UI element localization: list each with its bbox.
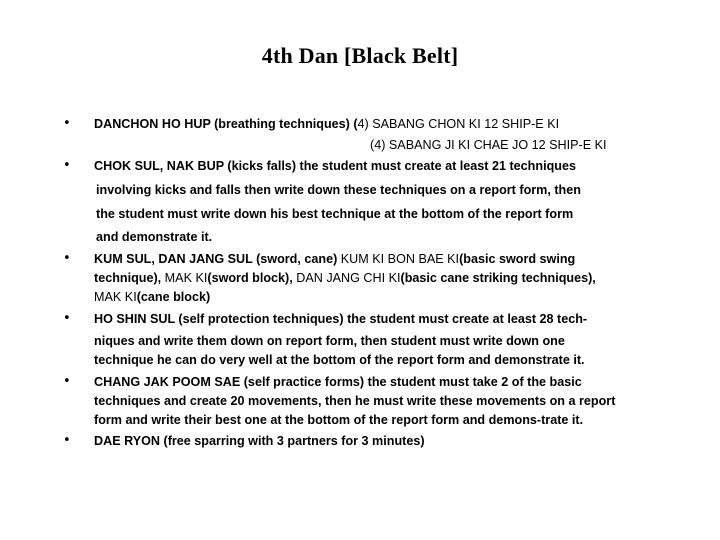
text-segment: CHANG JAK POOM SAE (self practice forms) the student must take 2 of the basic xyxy=(94,375,582,389)
text-segment: (basic cane striking techniques), xyxy=(400,271,596,285)
text-segment: DAE RYON (free sparring with 3 partners for 3 minutes) xyxy=(94,434,425,448)
bullet-line xyxy=(94,433,425,449)
bullet-line xyxy=(96,182,581,198)
text-segment: niques and write them down on report form, then student must write down one xyxy=(94,334,565,348)
text-segment: MAK KI xyxy=(164,271,208,285)
text-segment: KUM SUL, DAN JANG SUL (sword, cane) xyxy=(94,252,341,266)
bullet-line xyxy=(94,352,585,368)
text-segment: (cane block) xyxy=(136,290,211,304)
bullet-line xyxy=(94,251,575,267)
text-segment: MAK KI xyxy=(94,290,137,304)
text-segment: technique), xyxy=(94,271,165,285)
bullet-line xyxy=(96,229,212,245)
bullet-line xyxy=(94,393,615,409)
text-segment: CHOK SUL, NAK BUP (kicks falls) the student must create at least 21 techniques xyxy=(94,159,576,173)
bullet-marker: • xyxy=(63,251,71,266)
text-segment: HO SHIN SUL (self protection techniques) the student must create at least 28 tech- xyxy=(94,312,588,326)
bullet-line xyxy=(94,289,210,305)
bullet-line xyxy=(94,412,583,428)
text-segment: (sword block), xyxy=(207,271,297,285)
bullet-marker: • xyxy=(63,116,71,131)
text-segment: the student must write down his best technique at the bottom of the report form xyxy=(96,207,574,221)
slide-title: 4th Dan [Black Belt] xyxy=(261,43,459,68)
text-segment: techniques and create 20 movements, then he must write these movements on a report xyxy=(94,394,616,408)
text-segment: DAN JANG CHI KI xyxy=(296,271,401,285)
bullet-line xyxy=(94,374,582,390)
text-segment: (basic sword swing xyxy=(459,252,576,266)
bullet-line xyxy=(94,333,565,349)
bullet-line xyxy=(94,270,596,286)
bullet-marker: • xyxy=(63,311,71,326)
bullet-line xyxy=(94,311,587,327)
bullet-marker: • xyxy=(63,158,71,173)
text-segment: technique he can do very well at the bottom of the report form and demonstrate it. xyxy=(94,353,585,367)
text-segment: DANCHON HO HUP (breathing techniques) ( xyxy=(94,117,358,131)
text-segment: and demonstrate it. xyxy=(96,230,213,244)
text-segment: KUM KI BON BAE KI xyxy=(340,252,460,266)
bullet-line xyxy=(96,206,573,222)
text-segment: 4) SABANG CHON KI 12 SHIP-E KI xyxy=(357,117,560,131)
bullet-line xyxy=(370,137,607,153)
bullet-marker: • xyxy=(63,433,71,448)
text-segment: involving kicks and falls then write down these techniques on a report form, then xyxy=(96,183,581,197)
bullet-line xyxy=(94,158,576,174)
text-segment: (4) SABANG JI KI CHAE JO 12 SHIP-E KI xyxy=(370,138,607,152)
bullet-marker: • xyxy=(63,374,71,389)
bullet-line xyxy=(94,116,559,132)
text-segment: form and write their best one at the bottom of the report form and demons-trate it. xyxy=(94,413,584,427)
